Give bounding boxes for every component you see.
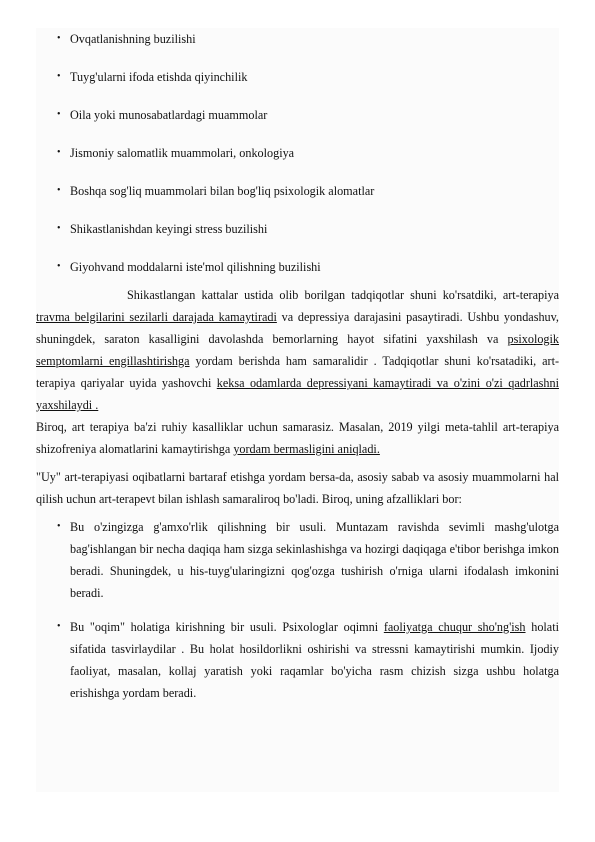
link-elderly-depression[interactable]: keksa odamlarda depressiyani kamaytiradi va o'zini o'zi qadrlashni yaxshilaydi . bbox=[36, 376, 559, 412]
list-item: • Boshqa sog'liq muammolari bilan bog'liq psixologik alomatlar bbox=[36, 180, 559, 218]
list-item: • Jismoniy salomatlik muammolari, onkologiya bbox=[36, 142, 559, 180]
link-deep-immersion[interactable]: faoliyatga chuqur sho'ng'ish bbox=[383, 620, 526, 634]
paragraph-home-art-therapy: "Uy" art-terapiyasi oqibatlarni bartaraf etishga yordam bersa-da, asosiy sabab va asosiy muammolarni hal qilish uchun art-terapevt bilan ishlash samaraliroq bo'ladi. Biroq, uning afzalliklari bor: bbox=[36, 470, 559, 506]
bullet-marker: • bbox=[57, 109, 61, 120]
list-item: • Shikastlanishdan keyingi stress buzilishi bbox=[36, 218, 559, 256]
link-meta-analysis[interactable]: yordam bermasligini aniqladi. bbox=[233, 442, 380, 456]
list-item: • Ovqatlanishning buzilishi bbox=[36, 28, 559, 66]
document-page bbox=[36, 28, 559, 792]
list-item: • Bu "oqim" holatiga kirishning bir usuli. Psixologlar oqimni faoliyatga chuqur sho'ng'ish holati sifatida tasvirlaydilar . Bu holat hosildorlikni oshirishi va stressni kamaytirishi mumkin. Ijodiy faoliyat, masalan, kollaj yaratish yoki raqamlar bo'yicha rasm chizish sizga ushbu holatga erishishga yordam beradi. bbox=[36, 616, 559, 704]
bullet-marker: • bbox=[57, 261, 61, 272]
list-item: • Bu o'zingizga g'amxo'rlik qilishning bir usuli. Muntazam ravishda sevimli mashg'ulotga bag'ishlangan bir necha daqiqa ham sizga sekinlashishga va hozirgi daqiqaga e'tibor berishga imkon beradi. Shuningdek, u his-tuyg'ularingizni qog'ozga tushirish o'rniga ularni ifodalash imkonini beradi. bbox=[36, 516, 559, 604]
bullet-marker: • bbox=[57, 33, 61, 44]
benefits-list bbox=[36, 516, 559, 704]
link-psychological-symptoms[interactable]: psixologik semptomlarni engillashtirishga bbox=[36, 332, 559, 368]
document-content bbox=[36, 28, 559, 704]
bullet-marker: • bbox=[57, 621, 61, 632]
paragraph-research-findings: Shikastlangan kattalar ustida olib borilgan tadqiqotlar shuni ko'rsatdiki, art-terapiya travma belgilarini sezilarli darajada kamaytiradi va depressiya darajasini pasaytiradi. Ushbu yondashuv, shuningdek, saraton kasalligini davolashda bemorlarning hayot sifatini yaxshilash va psixologik semptomlarni engillashtirishga yordam berishda ham samaralidir . Tadqiqotlar shuni ko'rsatadiki, art-terapiya qariyalar uyida yashovchi keksa odamlarda depressiyani kamaytiradi va o'zini o'zi qadrlashni yaxshilaydi . bbox=[36, 288, 560, 412]
link-trauma-symptoms[interactable]: travma belgilarini sezilarli darajada kamaytiradi bbox=[36, 310, 277, 324]
paragraph-schizophrenia: Biroq, art terapiya ba'zi ruhiy kasalliklar uchun samarasiz. Masalan, 2019 yilgi meta-tahlil art-terapiya shizofreniya alomatlarini kamaytirishga yordam bermasligini aniqladi. bbox=[36, 420, 559, 456]
list-item: • Giyohvand moddalarni iste'mol qilishning buzilishi bbox=[36, 256, 559, 284]
bullet-marker: • bbox=[57, 71, 61, 82]
list-item: • Tuyg'ularni ifoda etishda qiyinchilik bbox=[36, 66, 559, 104]
bullet-marker: • bbox=[57, 185, 61, 196]
bullet-marker: • bbox=[57, 223, 61, 234]
bullet-marker: • bbox=[57, 147, 61, 158]
bullet-marker: • bbox=[57, 521, 61, 532]
symptom-list bbox=[36, 28, 559, 284]
list-item: • Oila yoki munosabatlardagi muammolar bbox=[36, 104, 559, 142]
